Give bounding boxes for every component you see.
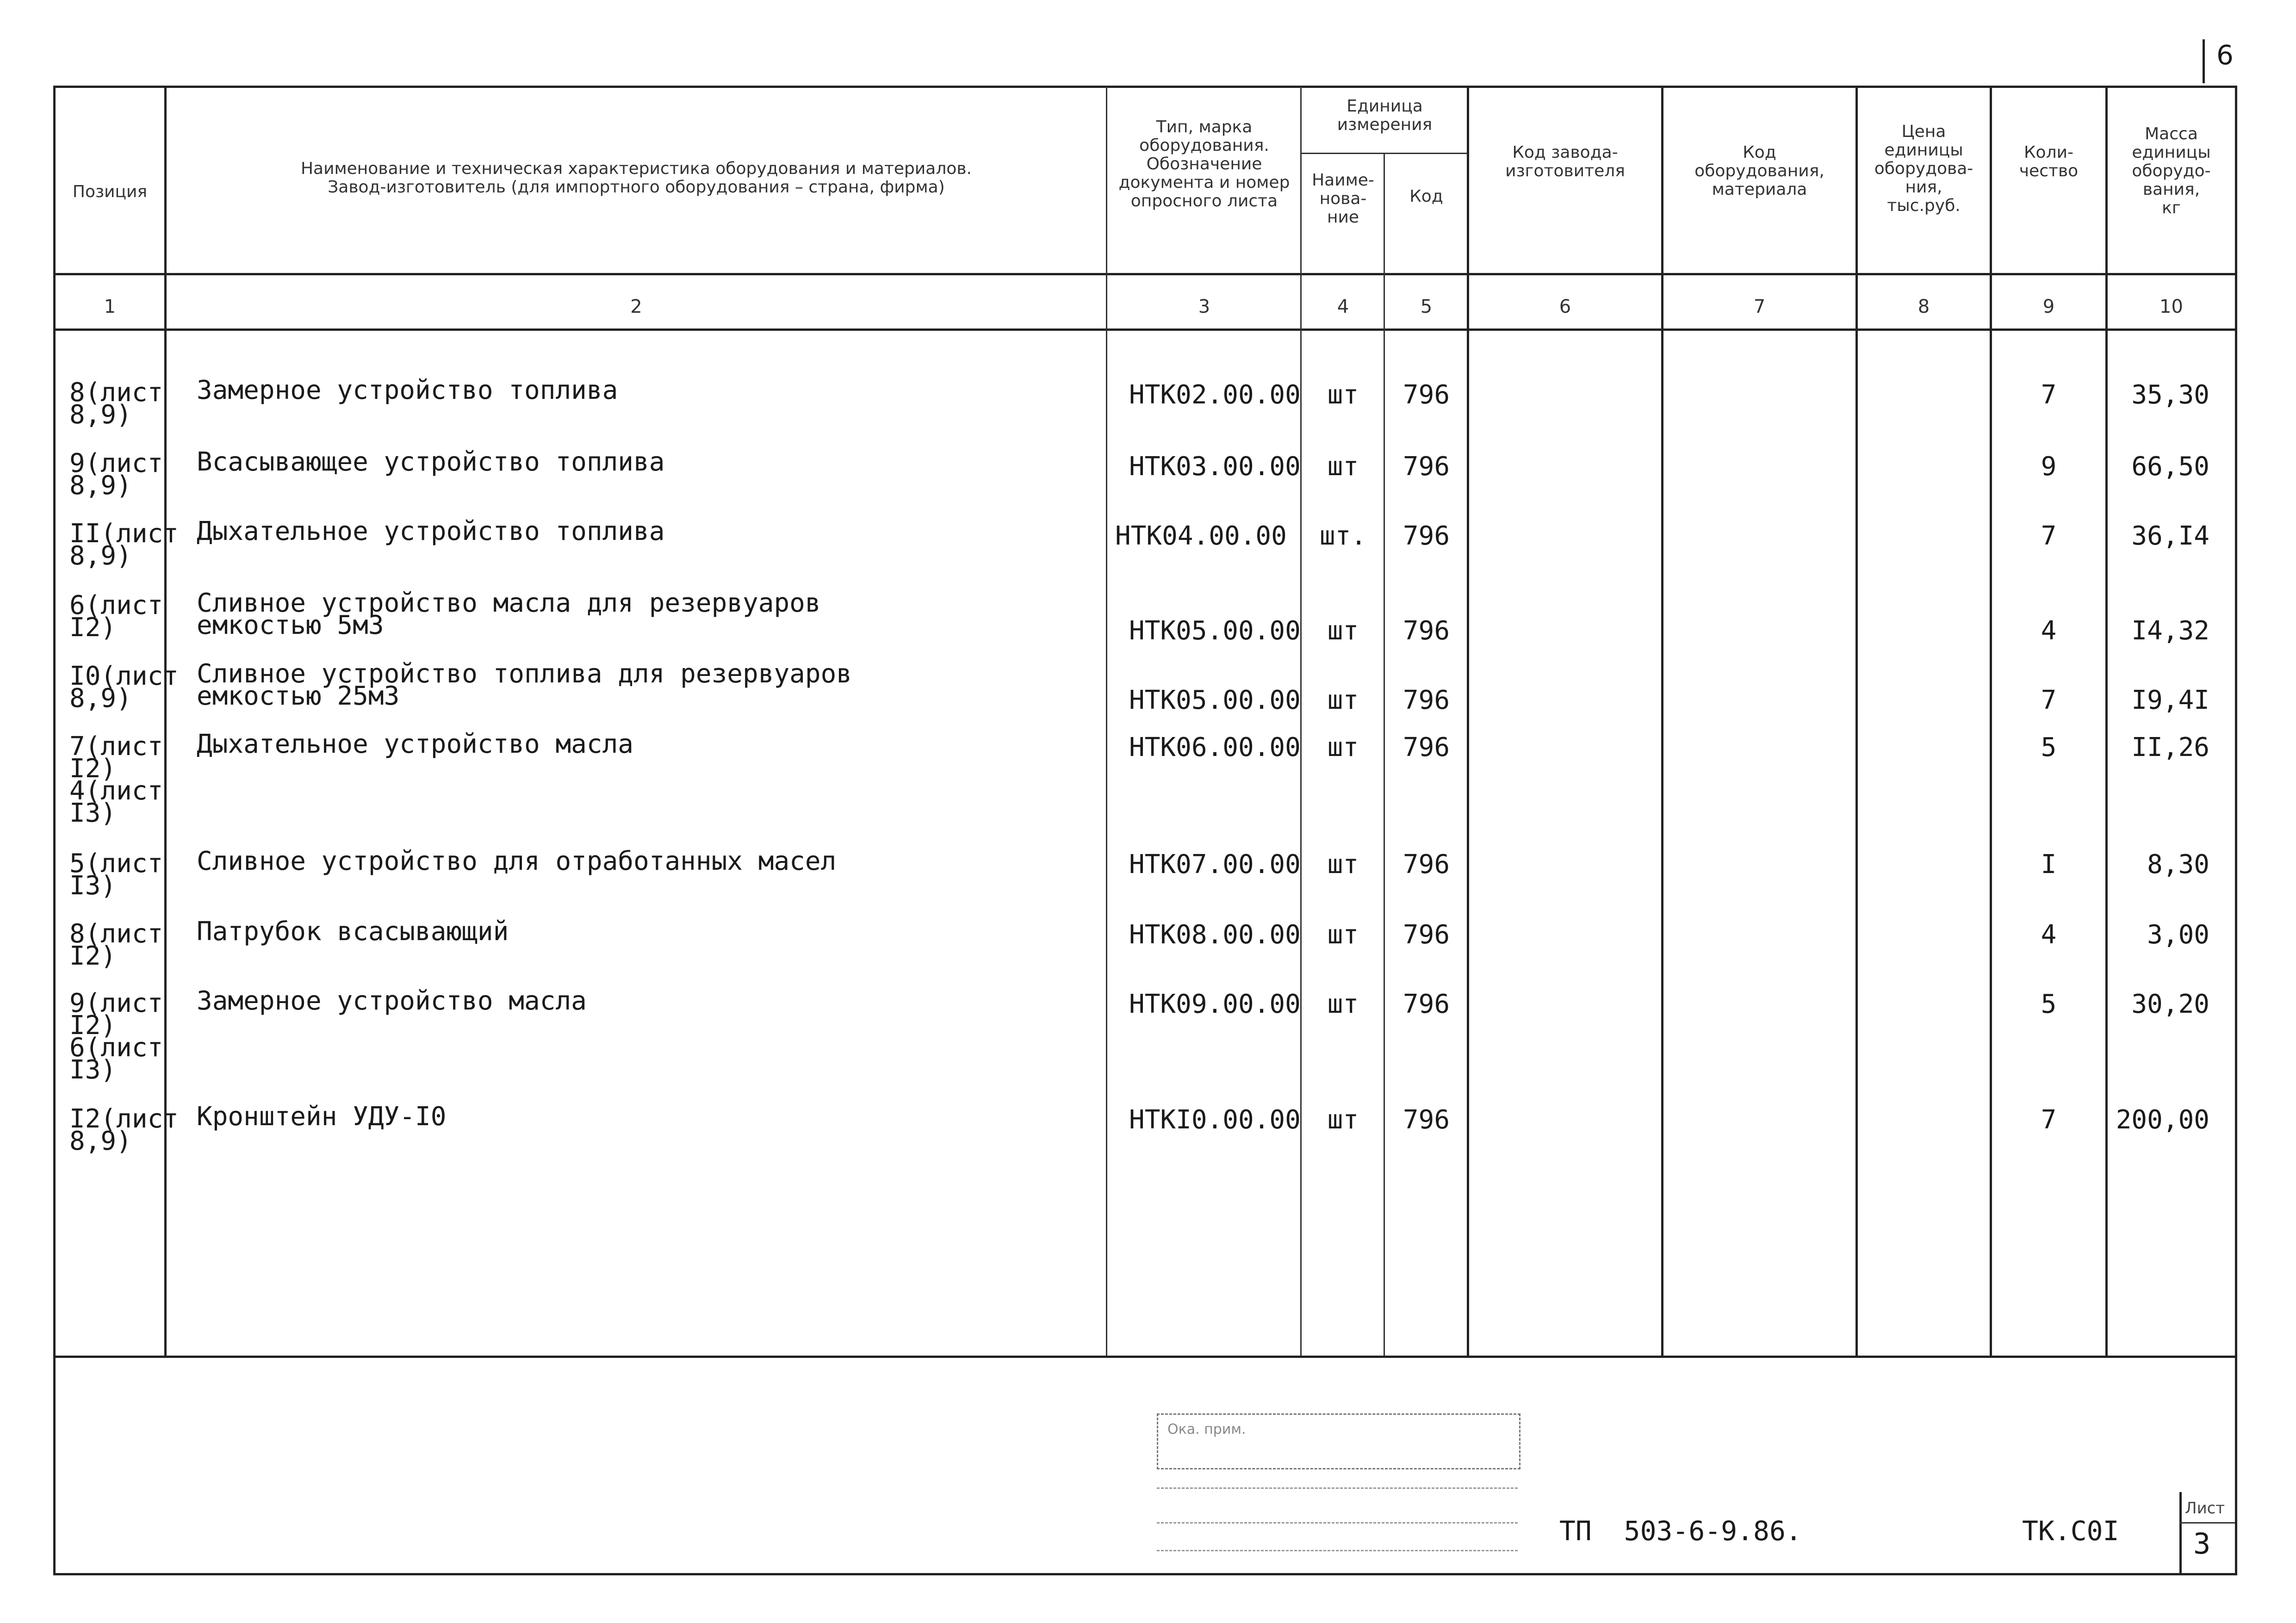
col-number-4: 4 [1337,296,1349,317]
row-unit: шт [1327,920,1359,950]
header-type: Тип, марка оборудования. Обозначение документа и номер опросного листа [1118,118,1290,211]
stamp-label: Ока. прим. [1167,1421,1246,1437]
row-type: НТК05.00.00 [1129,616,1301,646]
row-mass: 30,20 [2131,989,2209,1019]
row-position: II(лист 8,9) [69,519,179,571]
row-qty: 5 [2041,732,2057,762]
row-unit: шт [1327,380,1359,410]
row-position: I2(лист 8,9) [69,1104,179,1156]
row-code: 796 [1402,920,1450,950]
row-name: Сливное устройство масла для резервуаров емкостью 5м3 [197,588,821,640]
body-bottom-border [53,1356,2237,1358]
row-type: НТК08.00.00 [1129,920,1301,950]
row-unit: шт [1327,452,1359,482]
row-code: 796 [1402,452,1450,482]
row-code: 796 [1402,849,1450,880]
row-mass: I9,4I [2131,685,2209,715]
table-top-border [53,86,2237,88]
header-equip-code: Код оборудования, материала [1694,143,1824,199]
row-name: Замерное устройство топлива [197,375,618,405]
row-name: Кронштейн УДУ-I0 [197,1102,447,1132]
approval-stamp [1157,1413,1520,1469]
row-unit: шт [1327,1105,1359,1135]
col-number-3: 3 [1198,296,1210,317]
page-number: 6 [2216,39,2234,71]
row-type: НТКI0.00.00 [1129,1105,1301,1135]
row-position: 8(лист I2) [69,919,163,971]
right-border [2235,86,2237,1573]
row-mass: 66,50 [2131,452,2209,482]
row-type: НТК06.00.00 [1129,732,1301,762]
row-name: Всасывающее устройство топлива [197,447,665,477]
project-code: ТП 503-6-9.86. [1559,1515,1802,1547]
header-price: Цена единицы оборудова- ния, тыс.руб. [1874,122,1973,215]
header-unit-code: Код [1409,187,1443,206]
col-number-7: 7 [1753,296,1766,317]
col-number-5: 5 [1420,296,1433,317]
row-qty: 4 [2041,616,2057,646]
row-unit: шт. [1319,521,1367,551]
row-unit: шт [1327,849,1359,880]
col-number-1: 1 [104,296,116,317]
row-code: 796 [1402,989,1450,1019]
row-name: Патрубок всасывающий [197,917,509,947]
col-number-10: 10 [2159,296,2183,317]
row-qty: 7 [2041,521,2057,551]
row-qty: 7 [2041,1105,2057,1135]
row-position: 7(лист I2) 4(лист I3) [69,731,163,828]
row-position: 8(лист 8,9) [69,378,163,430]
row-type: НТК02.00.00 [1129,380,1301,410]
row-name: Дыхательное устройство топлива [197,516,665,546]
row-code: 796 [1402,616,1450,646]
row-type: НТК04.00.00 [1115,521,1287,551]
header-position: Позиция [72,182,148,201]
row-unit: шт [1327,989,1359,1019]
row-mass: I4,32 [2131,616,2209,646]
col-number-9: 9 [2042,296,2055,317]
row-code: 796 [1402,380,1450,410]
row-position: 9(лист 8,9) [69,448,163,501]
col-number-2: 2 [630,296,642,317]
sheet-label: Лист [2185,1499,2225,1518]
colnum-bottom-border [53,328,2237,331]
row-qty: 7 [2041,685,2057,715]
row-mass: 3,00 [2147,920,2209,950]
row-qty: 9 [2041,452,2057,482]
row-code: 796 [1402,732,1450,762]
col-number-6: 6 [1559,296,1571,317]
row-type: НТК03.00.00 [1129,452,1301,482]
row-mass: 8,30 [2147,849,2209,880]
row-position: 9(лист I2) 6(лист I3) [69,988,163,1085]
header-unit-name: Наиме- нова- ние [1312,171,1374,227]
header-qty: Коли- чество [2019,143,2079,180]
row-qty: 5 [2041,989,2057,1019]
row-mass: 36,I4 [2131,521,2209,551]
row-type: НТК09.00.00 [1129,989,1301,1019]
document-code: ТК.С0I [2022,1515,2119,1547]
row-code: 796 [1402,685,1450,715]
row-type: НТК07.00.00 [1129,849,1301,880]
row-type: НТК05.00.00 [1129,685,1301,715]
row-qty: I [2041,849,2057,880]
row-mass: II,26 [2131,732,2209,762]
row-code: 796 [1402,521,1450,551]
sheet-bottom-border [53,1573,2237,1575]
header-factory-code: Код завода- изготовителя [1505,143,1625,180]
row-position: 6(лист I2) [69,590,163,643]
row-name: Сливное устройство для отработанных масел [197,846,837,876]
row-mass: 35,30 [2131,380,2209,410]
row-name: Замерное устройство масла [197,986,587,1016]
row-qty: 7 [2041,380,2057,410]
row-position: I0(лист 8,9) [69,661,179,713]
sheet-number: 3 [2193,1527,2211,1561]
row-unit: шт [1327,616,1359,646]
col-number-8: 8 [1917,296,1930,317]
header-bottom-border [53,273,2237,275]
row-position: 5(лист I3) [69,849,163,901]
header-unit-group: Единица измерения [1337,97,1433,134]
row-unit: шт [1327,732,1359,762]
header-mass: Масса единицы оборудо- вания, кг [2132,124,2211,217]
row-unit: шт [1327,685,1359,715]
row-code: 796 [1402,1105,1450,1135]
row-mass: 200,00 [2116,1105,2209,1135]
header-name: Наименование и техническая характеристика оборудования и материалов. Завод-изготовитель (для импортного оборудования – страна, фирма) [300,159,972,197]
row-name: Сливное устройство топлива для резервуаров емкостью 25м3 [197,659,852,711]
row-name: Дыхательное устройство масла [197,729,634,759]
row-qty: 4 [2041,920,2057,950]
